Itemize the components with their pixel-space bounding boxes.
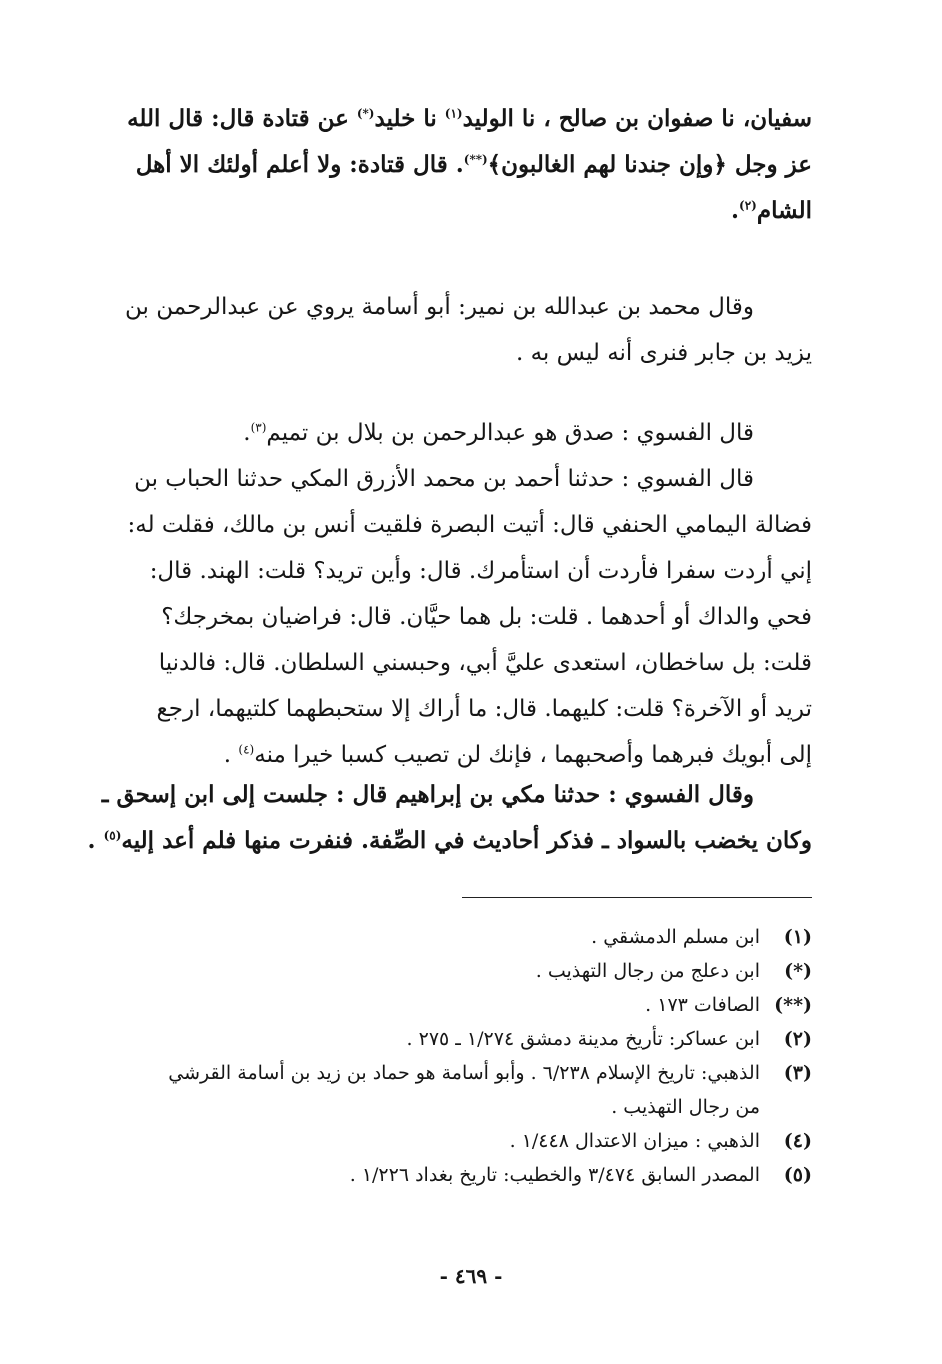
footnote-number: (٥) [783,1164,812,1186]
footnote-number: (٢) [783,1028,812,1050]
footnote-item [102,1022,812,1056]
footnote-item [102,988,812,1022]
footnote-item [102,1124,812,1158]
paragraph-line: قلت: بل ساخطان، استعدى عليَّ أبي، وحبسني السلطان. قال: فالدنيا [158,650,812,676]
footnote-text: ابن مسلم الدمشقي . [591,926,760,948]
footnote-number: (١) [783,926,812,948]
paragraph-4 [122,456,812,778]
footnote-text: ابن دعلج من رجال التهذيب . [535,960,760,982]
quran-quote: ﴿وإن جندنا لهم الغالبون﴾ [487,151,735,178]
footnote-ref: (٣) [250,420,267,435]
paragraph-line: وكان يخضب بالسواد ـ فذكر أحاديث في الصِّفة. فنفرت منها فلم أعد إليه$^{(٥)}$ . [87,827,812,854]
footnote-number: (*) [784,960,812,982]
paragraph-line: وقال محمد بن عبدالله بن نمير: أبو أسامة يروي عن عبدالرحمن بن [125,294,754,320]
footnote-ref: (٢) [739,198,757,213]
paragraph-line: قال الفسوي : صدق هو عبدالرحمن بن بلال بن تميم$^{(٣)}$. [243,420,754,446]
paragraph-2 [122,284,812,376]
paragraph-line: سفيان، نا صفوان بن صالح ، نا الوليد$^{(١)}$ نا خليد(*) عن قتادة قال: قال الله [127,105,812,132]
paragraph-line: عز وجل ﴿وإن جندنا لهم الغالبون﴾(**). قال قتادة: ولا أعلم أولئك الا أهل [135,151,812,178]
footnote-text: الصافات ١٧٣ . [645,994,760,1016]
footnote-text: الذهبي: تاريخ الإسلام ٦/٢٣٨ . وأبو أسامة هو حماد بن زيد بن أسامة القرشي [168,1062,760,1084]
paragraph-line: يزيد بن جابر فنرى أنه ليس به . [515,340,812,366]
paragraph-line: إني أردت سفرا فأردت أن استأمرك. قال: وأين تريد؟ قلت: الهند. قال: [149,558,812,584]
footnote-ref: (١) [444,106,463,121]
footnote-separator [462,897,812,898]
footnote-item [102,954,812,988]
paragraph-line: فضالة اليمامي الحنفي قال: أتيت البصرة فلقيت أنس بن مالك، فقلت له: [127,512,812,538]
footnote-text: المصدر السابق ٣/٤٧٤ والخطيب: تاريخ بغداد ١/٢٢٦ . [349,1164,760,1186]
paragraph-1 [122,96,812,234]
footnote-number: (٤) [783,1130,812,1152]
page-number: - ٤٦٩ - [439,1264,503,1288]
paragraph-line: إلى أبويك فبرهما وأصحبهما ، فإنك لن تصيب كسبا خيرا منه$^{(٤)}$ . [223,742,812,768]
paragraph-5 [87,772,812,864]
paragraph-line: الشام$^{(٢)}$. [730,197,812,224]
footnotes [102,920,812,1192]
paragraph-line: وقال الفسوي : حدثنا مكي بن إبراهيم قال : جلست إلى ابن إسحق ـ [101,781,754,808]
paragraph-line: قال الفسوي : حدثنا أحمد بن محمد الأزرق المكي حدثنا الحباب بن [134,466,754,492]
footnote-continuation: من رجال التهذيب . [611,1096,760,1118]
paragraph-line: فحي والداك أو أحدهما . قلت: بل هما حيَّان. قال: فراضيان بمخرجك؟ [161,604,812,630]
footnote-ref: (*) [356,106,375,121]
footnote-item [102,1158,812,1192]
footnote-number: (٣) [783,1062,812,1084]
footnote-item [102,920,812,954]
footnote-item [102,1056,812,1090]
footnote-text: ابن عساكر: تأريخ مدينة دمشق ١/٢٧٤ ـ ٢٧٥ . [406,1028,760,1050]
footnote-ref: (٥) [103,828,122,843]
footnote-ref: (**) [463,152,488,167]
footnote-text: الذهبي : ميزان الاعتدال ١/٤٤٨ . [509,1130,760,1152]
footnote-ref: (٤) [238,742,255,757]
paragraph-3 [122,410,812,456]
paragraph-line: تريد أو الآخرة؟ قلت: كليهما. قال: ما أراك إلا ستحبطهما كلتيهما، ارجع [156,696,812,722]
footnote-number: (**) [774,994,812,1016]
